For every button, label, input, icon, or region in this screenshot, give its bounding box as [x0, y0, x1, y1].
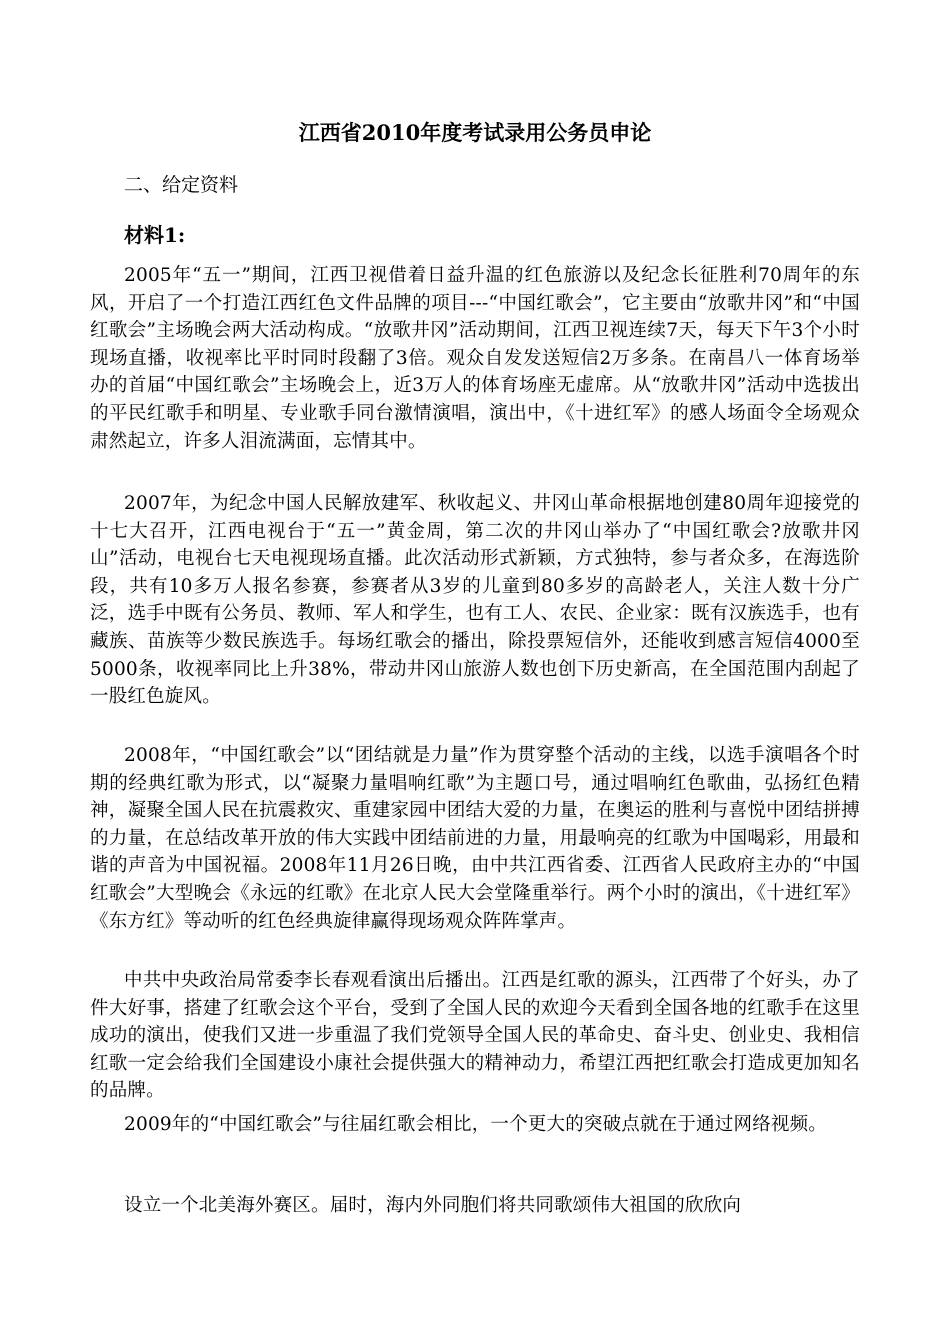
section-heading: 二、给定资料: [124, 174, 239, 196]
document-title: 江西省2010年度考试录用公务员申论: [298, 120, 652, 145]
paragraph-north-america: 设立一个北美海外赛区。届时，海内外同胞们将共同歌颂伟大祖国的欣欣向: [124, 1195, 742, 1216]
paragraph-2007: 2007年，为纪念中国人民解放建军、秋收起义、井冈山革命根据地创建80周年迎接党的十七大召开，江西电视台于“五一”黄金周，第二次的井冈山举办了“中国红歌会?放歌井冈山”活动，电视台七天电视现场直播。此次活动形式新颖，方式独特，参与者众多，在海选阶段，共有10多万人报名参赛，参赛者从3岁的儿童到80多岁的高龄老人，关注人数十分广泛，选手中既有公务员、教师、军人和学生，也有工人、农民、企业家：既有汉族选手，也有藏族、苗族等少数民族选手。每场红歌会的播出，除投票短信外，还能收到感言短信4000至5000条，收视率同比上升38%，带动井冈山旅游人数也创下历史新高，在全国范围内刮起了一股红色旋风。: [90, 493, 860, 708]
paragraph-2009: 2009年的“中国红歌会”与往届红歌会相比，一个更大的突破点就在于通过网络视频。: [124, 1114, 827, 1135]
paragraph-li-changchun: 中共中央政治局常委李长春观看演出后播出。江西是红歌的源头，江西带了个好头，办了件大好事，搭建了红歌会这个平台，受到了全国人民的欢迎今天看到全国各地的红歌手在这里成功的演出，使我们又进一步重温了我们党领导全国人民的革命史、奋斗史、创业史、我相信红歌一定会给我们全国建设小康社会提供强大的精神动力，希望江西把红歌会打造成更加知名的品牌。: [90, 970, 860, 1102]
paragraph-2008: 2008年，“中国红歌会”以“团结就是力量”作为贯穿整个活动的主线，以选手演唱各个时期的经典红歌为形式，以“凝聚力量唱响红歌”为主题口号，通过唱响红色歌曲，弘扬红色精神，凝聚全国人民在抗震救灾、重建家园中团结大爱的力量，在奥运的胜利与喜悦中团结拼搏的力量，在总结改革开放的伟大实践中团结前进的力量，用最响亮的红歌为中国喝彩，用最和谐的声音为中国祝福。2008年11月26日晚，由中共江西省委、江西省人民政府主办的“中国红歌会”大型晚会《永远的红歌》在北京人民大会堂隆重举行。两个小时的演出，《十进红军》《东方红》等动听的红色经典旋律赢得现场观众阵阵掌声。: [90, 745, 860, 932]
paragraph-2005: 2005年“五一”期间，江西卫视借着日益升温的红色旅游以及纪念长征胜利70周年的东风，开启了一个打造江西红色文件品牌的项目---“中国红歌会”，它主要由“放歌井冈”和“中国红歌会”主场晚会两大活动构成。“放歌井冈”活动期间，江西卫视连续7天，每天下午3个小时现场直播，收视率比平时同时段翻了3倍。观众自发发送短信2万多条。在南昌八一体育场举办的首届“中国红歌会”主场晚会上，近3万人的体育场座无虚席。从“放歌井冈”活动中选拔出的平民红歌手和明星、专业歌手同台激情演唱，演出中，《十进红军》的感人场面令全场观众肃然起立，许多人泪流满面，忘情其中。: [90, 265, 860, 452]
material-heading: 材料1:: [124, 223, 186, 247]
